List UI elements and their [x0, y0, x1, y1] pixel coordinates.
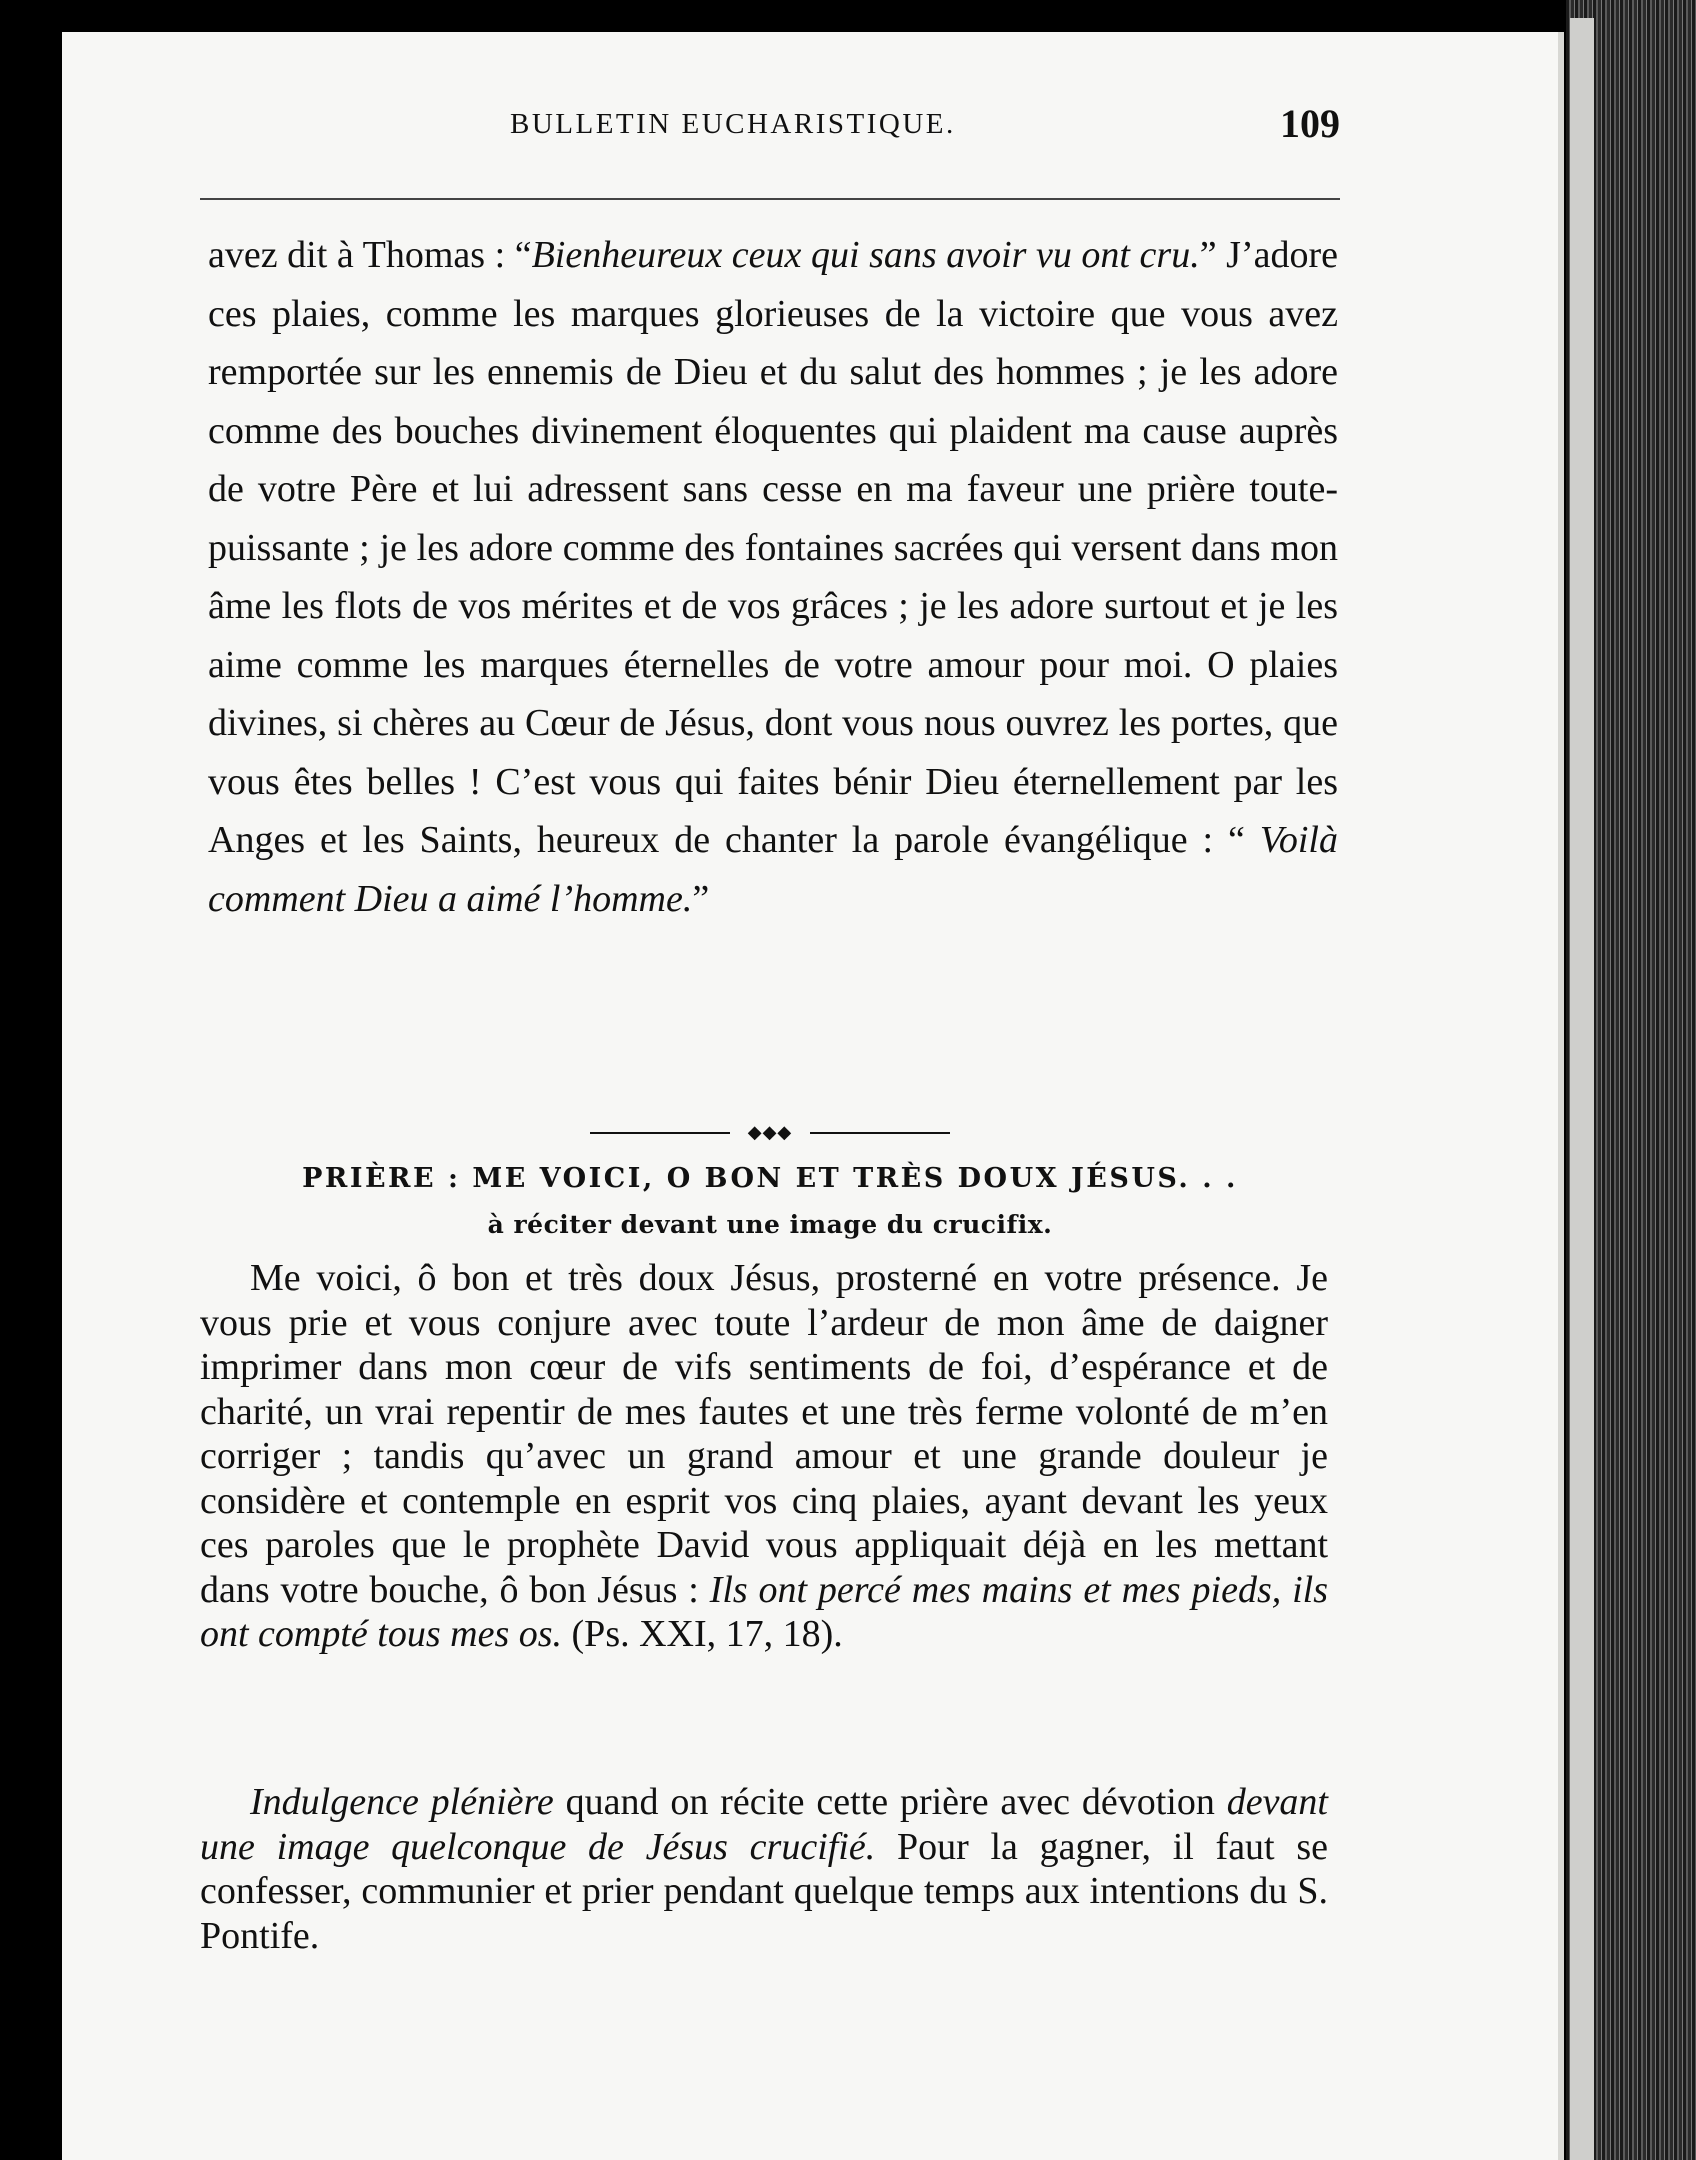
italic-run: Indulgence plénière — [250, 1781, 554, 1823]
divider-ornament: ◆◆◆ — [747, 1122, 793, 1142]
paragraph-indulgence — [200, 1780, 1328, 1958]
italic-run: devant une image quelconque de Jésus crucifié. — [200, 1781, 1328, 1868]
divider-line-right — [810, 1132, 950, 1134]
text-run: Pour la gagner, il faut se confesser, communier et prier pendant quelque temps aux intentions du S. Pontife. — [200, 1825, 1328, 1957]
prayer-subtitle: à réciter devant une image du crucifix. — [487, 1210, 1053, 1239]
page-margin-strip — [1570, 18, 1594, 2160]
text-run: quand on récite cette prière avec dévotion — [553, 1781, 1227, 1823]
text-run: Me voici, ô bon et très doux Jésus, prosterné en votre présence. Je vous prie et vous conjure avec toute l’ardeur de mon âme de daigner imprimer dans mon cœur de vifs sentiments de foi, d’espérance et de charité, un vrai repentir de mes fautes et une très ferme volonté de m’en corriger ; tandis qu’avec un grand amour et une grande douleur je considère et contemple en esprit vos cinq plaies, ayant devant les yeux ces paroles que le prophète David vous appliquait déjà en les mettant dans votre bouche, ô bon Jésus : — [200, 1257, 1328, 1611]
divider-line-left — [590, 1132, 730, 1134]
quote-italic: Ils ont percé mes mains et mes pieds, ils ont compté tous mes os. — [200, 1568, 1328, 1655]
paragraph-adoration — [208, 226, 1338, 928]
text-run: (Ps. XXI, 17, 18). — [562, 1613, 843, 1655]
paragraph-prayer — [200, 1256, 1328, 1657]
quote-italic: Voilà comment Dieu a aimé l’homme. — [208, 819, 1338, 920]
quote-italic: Bienheureux ceux qui sans avoir vu ont cru. — [531, 234, 1200, 276]
text-run: avez dit à Thomas : “ — [208, 234, 532, 276]
text-run: ” J’adore ces plaies, comme les marques glorieuses de la victoire que vous avez remportée sur les ennemis de Dieu et du salut des hommes ; je les adore comme des bouches divinement éloquentes qui plaident ma cause auprès de votre Père et lui adressent sans cesse en ma faveur une prière toute-puissante ; je les adore comme des fontaines sacrées qui versent dans mon âme les flots de vos mérites et de vos grâces ; je les adore surtout et je les aime comme les marques éternelles de votre amour pour moi. O plaies divines, si chères au Cœur de Jésus, dont vous nous ouvrez les portes, que vous êtes belles ! C’est vous qui faites bénir Dieu éternellement par les Anges et les Saints, heureux de chanter la parole évangélique : “ — [208, 234, 1338, 861]
running-title: BULLETIN EUCHARISTIQUE. — [510, 108, 956, 140]
page-header — [140, 100, 1340, 160]
header-rule — [200, 198, 1340, 200]
text-run: ” — [692, 877, 710, 920]
page-number: 109 — [1280, 101, 1340, 146]
section-divider — [590, 1122, 950, 1142]
prayer-title: PRIÈRE : ME VOICI, O BON ET TRÈS DOUX JÉSUS. . . — [302, 1163, 1238, 1194]
